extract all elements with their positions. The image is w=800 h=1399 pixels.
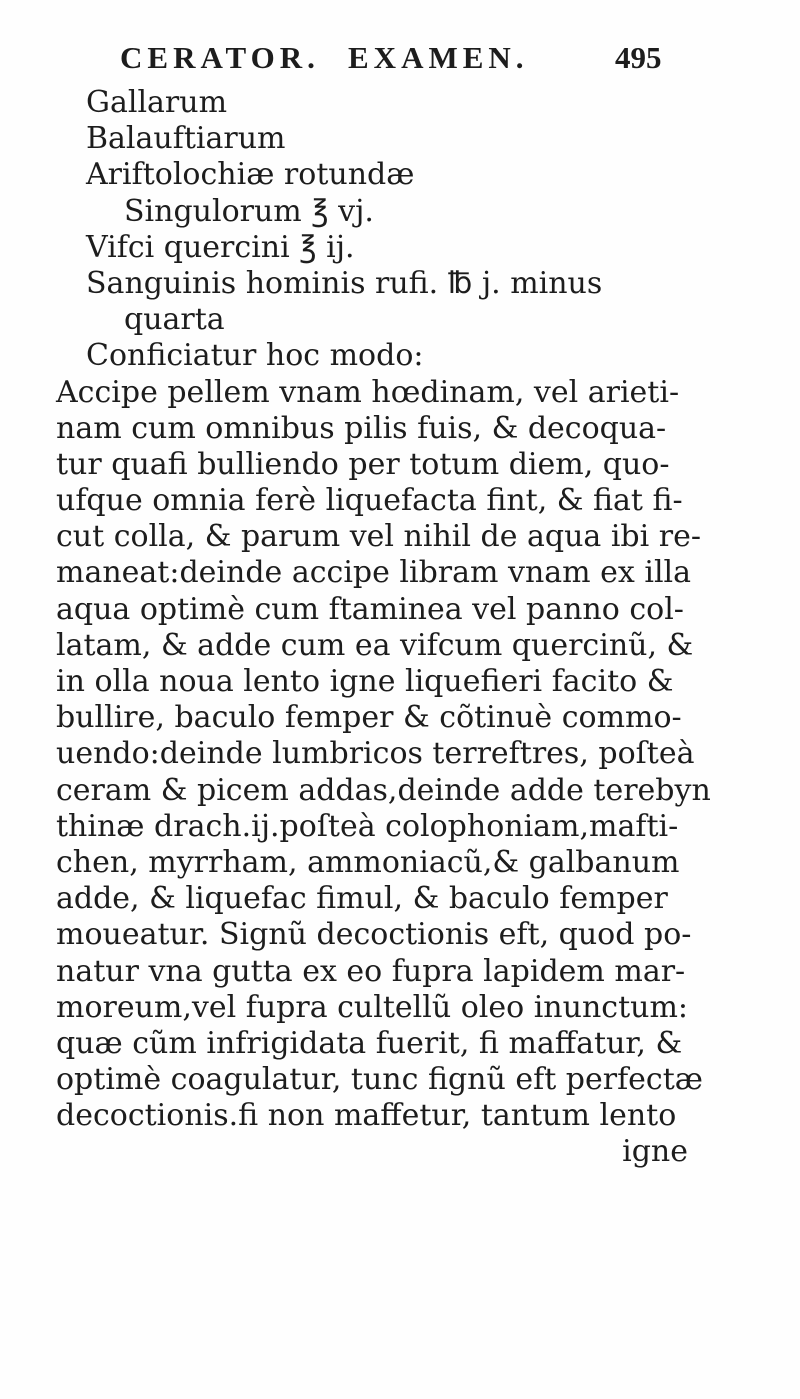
text-line: quæ cũm infrigidata fuerit, fi maffatur, & (56, 1025, 683, 1061)
running-head-right: EXAMEN. (348, 40, 529, 75)
running-head (120, 40, 760, 84)
text-line: Sanguinis hominis rufi. ℔ j. minus (86, 265, 603, 301)
body-text (52, 85, 752, 1171)
text-line: Ariftolochiæ rotundæ (86, 157, 415, 193)
text-line: nam cum omnibus pilis fuis, & decoqua- (56, 410, 667, 446)
text-line: uendo:deinde lumbricos terreftres, poſteà (56, 736, 695, 772)
text-line: cut colla, & parum vel nihil de aqua ibi re- (56, 519, 701, 555)
catchword: igne (622, 1134, 688, 1170)
text-line: chen, myrrham, ammoniacũ,& galbanum (56, 844, 680, 880)
text-line: moreum,vel fupra cultellũ oleo inunctum: (56, 989, 689, 1025)
text-line: Balauftiarum (86, 121, 286, 157)
text-line: thinæ drach.ij.poſteà colophoniam,mafti- (56, 808, 679, 844)
text-line: optimè coagulatur, tunc fignũ eft perfectæ (56, 1062, 703, 1098)
text-line: quarta (124, 302, 225, 338)
text-line: decoctionis.fi non maffetur, tantum lento (56, 1098, 677, 1134)
running-head-left: CERATOR. (120, 40, 320, 75)
text-line: moueatur. Signũ decoctionis eft, quod po- (56, 917, 692, 953)
text-line: tur quafi bulliendo per totum diem, quo- (56, 446, 670, 482)
text-line: aqua optimè cum ftaminea vel panno col- (56, 591, 684, 627)
text-line: Singulorum ℥ vj. (124, 193, 374, 229)
text-line: bullire, baculo femper & cõtinuè commo- (56, 700, 682, 736)
page-number: 495 (615, 40, 662, 75)
text-line: Accipe pellem vnam hœdinam, vel arieti- (56, 374, 680, 410)
text-line: ceram & picem addas,deinde adde terebyn (56, 772, 711, 808)
text-line: ufque omnia ferè liquefacta fint, & fiat fi- (56, 483, 683, 519)
text-line: adde, & liquefac fimul, & baculo femper (56, 881, 668, 917)
text-line: latam, & adde cum ea vifcum quercinũ, & (56, 627, 694, 663)
text-line: Gallarum (86, 85, 228, 120)
text-line: Vifci quercini ℥ ij. (86, 229, 355, 265)
text-line: natur vna gutta ex eo fupra lapidem mar- (56, 953, 686, 989)
text-line: maneat:deinde accipe libram vnam ex illa (56, 555, 692, 591)
text-line: in olla noua lento igne liquefieri facito & (56, 664, 674, 699)
text-line: Conficiatur hoc modo: (86, 338, 424, 374)
